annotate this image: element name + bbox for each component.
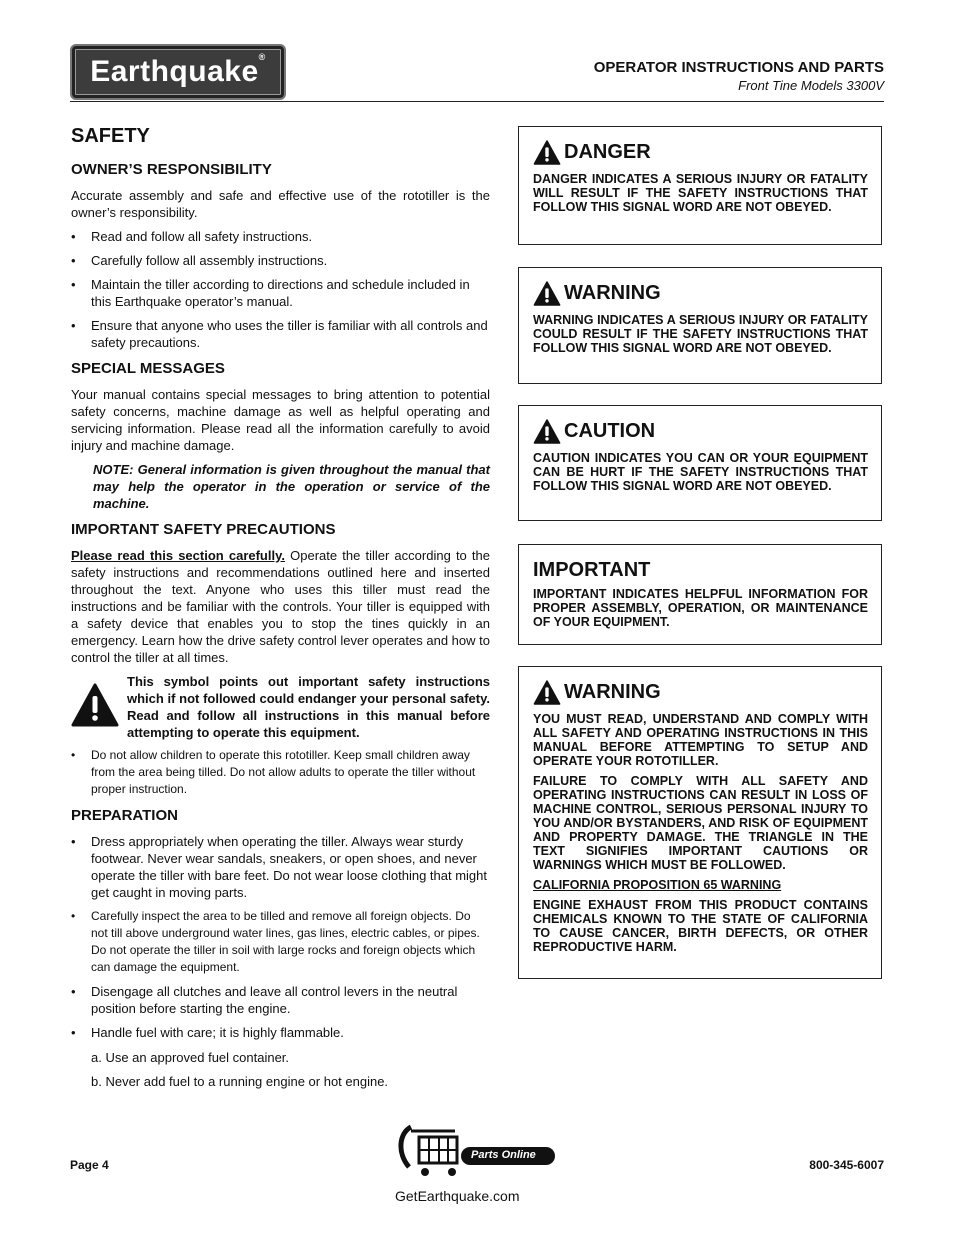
preparation-list [71,833,490,1041]
owners-list [71,228,490,351]
warning-text: WARNING INDICATES A SERIOUS INJURY OR FATALITY COULD RESULT IF THE SAFETY INSTRUCTIONS THAT FOLLOW THIS SIGNAL WORD ARE NOT OBEYED. [533,313,868,355]
list-item: • Carefully follow all assembly instructions. [71,253,328,268]
danger-box [518,126,882,245]
symbol-explanation: This symbol points out important safety instructions which if not followed could endanger your personal safety. Read and follow all instructions in this manual before attempting to operate this equipment. [127,674,490,740]
list-item: • Ensure that anyone who uses the tiller is familiar with all controls and safety precautions. [71,318,488,350]
precautions-text: Please read this section carefully. Operate the tiller according to the safety instructions and recommendations outlined here and inserted throughout the text. Anyone who uses this tiller must read the instructions and be familiar with the controls. Your tiller is equipped with a safety device that enables you to stop the tines quickly in an emergency. Learn how the drive safety control lever operates and how to control the tiller at all times. [71,548,490,665]
list-item: • Do not allow children to operate this rototiller. Keep small children away from the area being tilled. Do not allow adults to operate the tiller without proper instruction. [71,748,476,796]
caution-text: CAUTION INDICATES YOU CAN OR YOUR EQUIPMENT CAN BE HURT IF THE SAFETY INSTRUCTIONS THAT FOLLOW THIS SIGNAL WORD ARE NOT OBEYED. [533,451,868,493]
header-subtitle: Front Tine Models 3300V [738,78,884,93]
header-title: OPERATOR INSTRUCTIONS AND PARTS [593,59,884,76]
warning-box-main [518,666,882,979]
danger-title: DANGER [564,140,651,163]
list-item: • Dress appropriately when operating the tiller. Always wear sturdy footwear. Never wear sandals, sneakers, or open shoes, and never operate the tiller with bare feet. Do not wear loose clothing that might get caught in moving parts. [71,834,487,900]
earthquake-logo: Earthquake® [70,44,286,100]
list-item: • Handle fuel with care; it is highly flammable. [71,1025,344,1040]
list-item: b. Never add fuel to a running engine or hot engine. [91,1074,389,1089]
warning-title: WARNING [564,281,661,304]
header-divider [70,101,884,102]
warning-triangle-icon [533,419,561,444]
parts-online-logo [397,1123,559,1186]
owners-heading: OWNER’S RESPONSIBILITY [71,161,272,178]
warning-main-p1: YOU MUST READ, UNDERSTAND AND COMPLY WITH ALL SAFETY AND OPERATING INSTRUCTIONS IN THIS MANUAL BEFORE ATTEMPTING TO SETUP AND OPERATE YOUR ROTOTILLER. [533,712,868,768]
preparation-heading: PREPARATION [71,807,178,824]
prop65-text: ENGINE EXHAUST FROM THIS PRODUCT CONTAINS CHEMICALS KNOWN TO THE STATE OF CALIFORNIA TO CAUSE CANCER, BIRTH DEFECTS, OR OTHER REPRODUCTIVE HARM. [533,898,868,954]
list-item: • Carefully inspect the area to be tilled and remove all foreign objects. Do not till above underground water lines, gas lines, electric cables, or pipes. Do not operate the tiller in soil with large rocks and foreign objects which can damage the equipment. [71,909,480,974]
list-item: • Read and follow all safety instructions. [71,229,313,244]
important-title: IMPORTANT [533,558,651,581]
danger-text: DANGER INDICATES A SERIOUS INJURY OR FATALITY WILL RESULT IF THE SAFETY INSTRUCTIONS THAT FOLLOW THIS SIGNAL WORD ARE NOT OBEYED. [533,172,868,214]
special-heading: SPECIAL MESSAGES [71,360,225,377]
warning-triangle-icon [71,683,121,741]
caution-box [518,405,882,521]
list-item: a. Use an approved fuel container. [91,1050,290,1065]
children-list [71,747,490,798]
safety-heading: SAFETY [71,125,150,147]
phone-number: 800-345-6007 [809,1158,884,1172]
warning-triangle-icon [533,281,561,306]
warning-triangle-icon [533,680,561,705]
parts-online-label: Parts Online [471,1149,536,1161]
page-number: Page 4 [70,1158,109,1172]
precautions-heading: IMPORTANT SAFETY PRECAUTIONS [71,521,336,538]
prop65-heading: CALIFORNIA PROPOSITION 65 WARNING [533,878,782,892]
special-note: NOTE: General information is given throughout the manual that may help the operator in the operation or service of the machine. [93,462,490,511]
warning-main-title: WARNING [564,680,661,703]
safety-symbol-row [71,673,490,741]
warning-triangle-icon [533,140,561,165]
list-item: • Maintain the tiller according to directions and schedule included in this Earthquake operator’s manual. [71,277,470,309]
warning-main-p2: FAILURE TO COMPLY WITH ALL SAFETY AND OPERATING INSTRUCTIONS CAN RESULT IN LOSS OF MACHINE CONTROL, SERIOUS PERSONAL INJURY TO YOU AND/OR BYSTANDERS, AND RISK OF EQUIPMENT AND PROPERTY DAMAGE. THE TRIANGLE IN THE TEXT SIGNIFIES IMPORTANT CAUTIONS OR WARNINGS WHICH MUST BE FOLLOWED. [533,774,868,872]
owners-intro: Accurate assembly and safe and effective use of the rototiller is the owner’s responsibility. [71,188,490,220]
fuel-sublist [91,1049,490,1090]
warning-box [518,267,882,384]
important-box [518,544,882,645]
important-text: IMPORTANT INDICATES HELPFUL INFORMATION FOR PROPER ASSEMBLY, OPERATION, OR MAINTENANCE OF YOUR EQUIPMENT. [533,587,868,629]
list-item: • Disengage all clutches and leave all control levers in the neutral position before starting the engine. [71,984,458,1016]
special-text: Your manual contains special messages to bring attention to potential safety concerns, machine damage as well as helpful operating and servicing information. Please read all the information carefully to avoid injury and machine damage. [71,387,490,453]
caution-title: CAUTION [564,419,656,442]
left-column [71,124,490,1097]
website-url[interactable]: GetEarthquake.com [395,1188,520,1204]
